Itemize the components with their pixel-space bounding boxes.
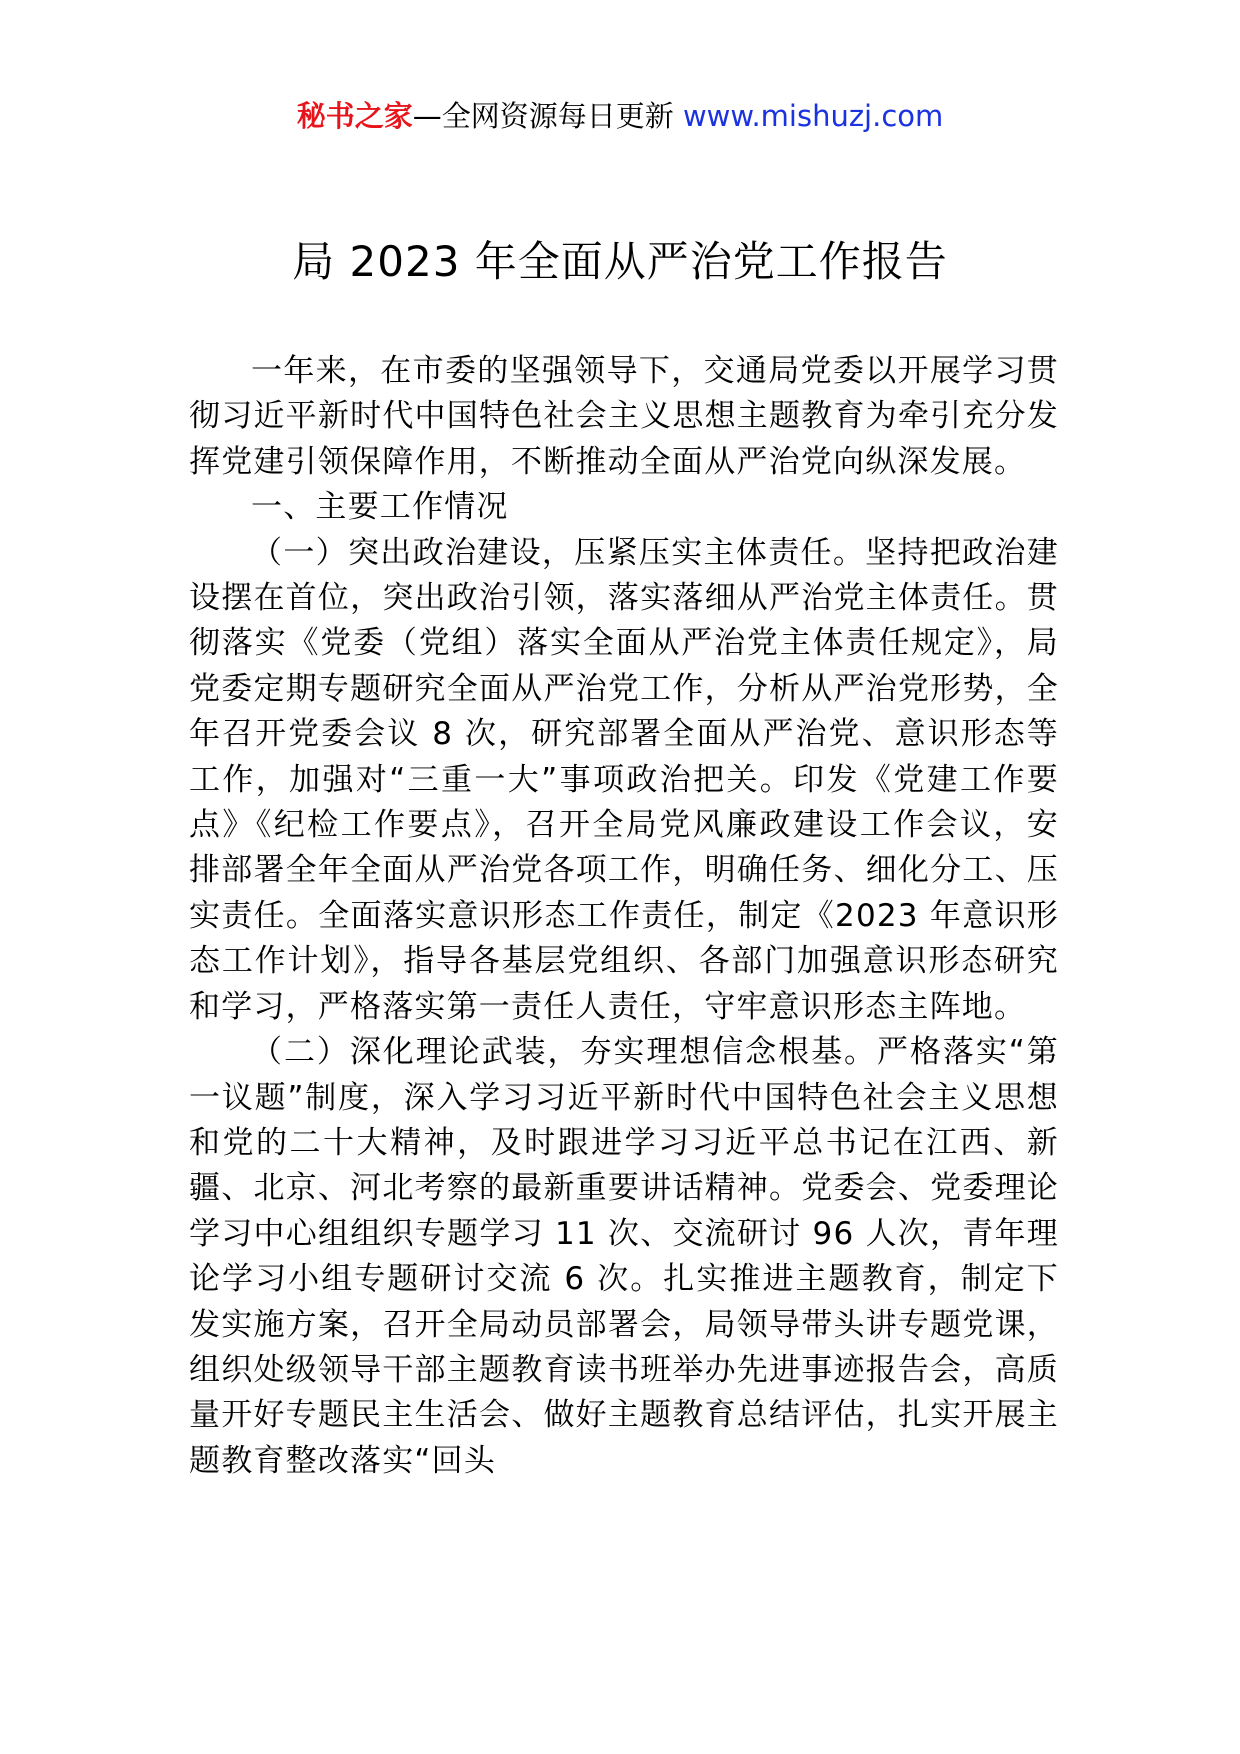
site-url-link[interactable]: www.mishuzj.com	[682, 99, 944, 133]
paragraph-political-building: （一）突出政治建设，压紧压实主体责任。坚持把政治建设摆在首位，突出政治引领，落实落细从严治党主体责任。贯彻落实《党委（党组）落实全面从严治党主体责任规定》，局党委定期专题研究全面从严治党工作，分析从严治党形势，全年召开党委会议 8 次，研究部署全面从严治党、意识形态等工作，加强对“三重一大”事项政治把关。印发《党建工作要点》《纪检工作要点》，召开全局党风廉政建设工作会议，安排部署全年全面从严治党各项工作，明确任务、细化分工、压实责任。全面落实意识形态工作责任，制定《2023 年意识形态工作计划》，指导各基层党组织、各部门加强意识形态研究和学习，严格落实第一责任人责任，守牢意识形态主阵地。	[189, 534, 1059, 1025]
section-heading: 一、主要工作情况	[251, 489, 509, 526]
site-header-banner	[0, 96, 1240, 136]
intro-paragraph: 一年来，在市委的坚强领导下，交通局党委以开展学习贯彻习近平新时代中国特色社会主义思想主题教育为牵引充分发挥党建引领保障作用，不断推动全面从严治党向纵深发展。	[189, 353, 1059, 480]
document-body	[189, 349, 1059, 1484]
site-brand-name: 秘书之家	[296, 99, 413, 133]
site-tagline: —全网资源每日更新	[412, 99, 683, 133]
paragraph-theory-study: （二）深化理论武装，夯实理想信念根基。严格落实“第一议题”制度，深入学习习近平新时代中国特色社会主义思想和党的二十大精神，及时跟进学习习近平总书记在江西、新疆、北京、河北考察的最新重要讲话精神。党委会、党委理论学习中心组组织专题学习 11 次、交流研讨 96 人次，青年理论学习小组专题研讨交流 6 次。扎实推进主题教育，制定下发实施方案，召开全局动员部署会，局领导带头讲专题党课，组织处级领导干部主题教育读书班举办先进事迹报告会，高质量开好专题民主生活会、做好主题教育总结评估，扎实开展主题教育整改落实“回头	[189, 1034, 1059, 1479]
document-title: 局 2023 年全面从严治党工作报告	[292, 237, 948, 286]
